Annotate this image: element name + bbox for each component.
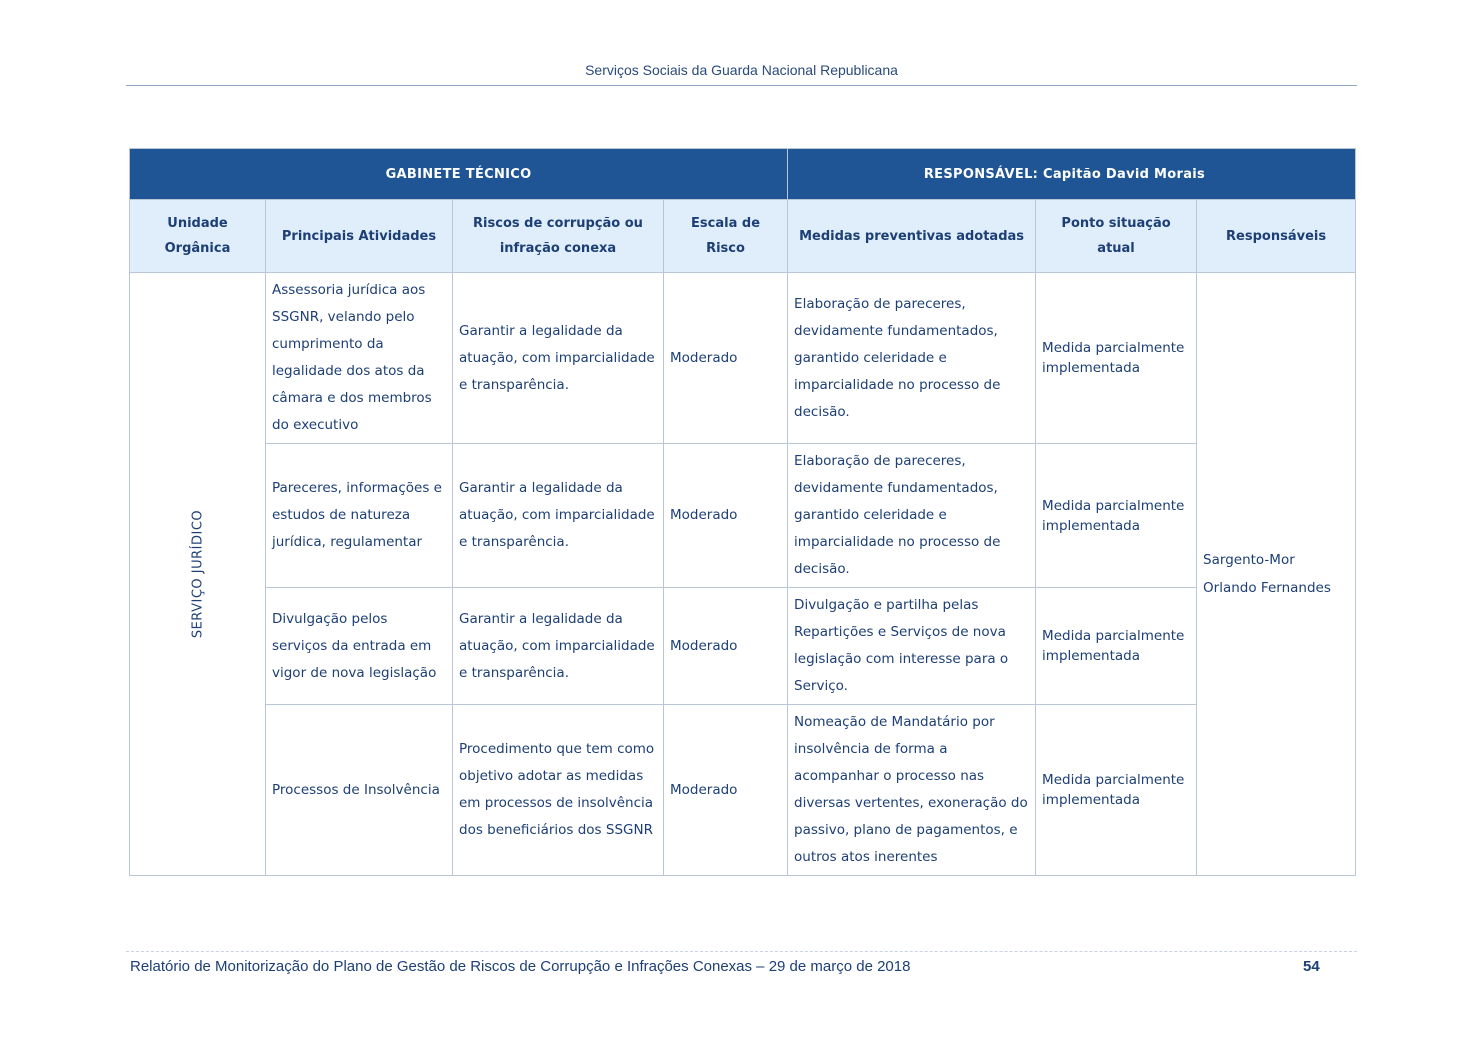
responsible-name: Capitão David Morais <box>1042 166 1206 182</box>
footer-title: Relatório de Monitorização do Plano de Gestão de Riscos de Corrupção e Infrações Conexas – 29 de março de 2018 <box>130 958 911 975</box>
status-cell: Medida parcialmente implementada <box>1036 444 1197 588</box>
col-header-risks: Riscos de corrupção ou infração conexa <box>453 200 664 273</box>
scale-cell: Moderado <box>664 588 788 705</box>
status-cell: Medida parcialmente implementada <box>1036 588 1197 705</box>
col-header-activities: Principais Atividades <box>266 200 453 273</box>
risk-cell: Garantir a legalidade da atuação, com imparcialidade e transparência. <box>453 444 664 588</box>
header-divider <box>126 85 1357 86</box>
activity-cell: Divulgação pelos serviços da entrada em vigor de nova legislação <box>266 588 453 705</box>
section-title: GABINETE TÉCNICO <box>130 149 788 200</box>
scale-cell: Moderado <box>664 444 788 588</box>
unit-cell <box>130 273 266 876</box>
status-cell: Medida parcialmente implementada <box>1036 705 1197 876</box>
responsible-label: RESPONSÁVEL: <box>923 166 1039 182</box>
risk-cell: Procedimento que tem como objetivo adotar as medidas em processos de insolvência dos beneficiários dos SSGNR <box>453 705 664 876</box>
col-header-unit: Unidade Orgânica <box>130 200 266 273</box>
column-header-row <box>130 200 1356 273</box>
scale-cell: Moderado <box>664 705 788 876</box>
risk-cell: Garantir a legalidade da atuação, com imparcialidade e transparência. <box>453 588 664 705</box>
section-responsible <box>788 149 1356 200</box>
footer-divider <box>126 951 1357 952</box>
col-header-scale: Escala de Risco <box>664 200 788 273</box>
section-band <box>130 149 1356 200</box>
page-number: 54 <box>1303 958 1320 975</box>
scale-cell: Moderado <box>664 273 788 444</box>
measures-cell: Divulgação e partilha pelas Repartições e Serviços de nova legislação com interesse para o Serviço. <box>788 588 1036 705</box>
table-row <box>130 705 1356 876</box>
table-row <box>130 444 1356 588</box>
table-row <box>130 273 1356 444</box>
risk-cell: Garantir a legalidade da atuação, com imparcialidade e transparência. <box>453 273 664 444</box>
unit-label: SERVIÇO JURÍDICO <box>190 509 205 639</box>
measures-cell: Elaboração de pareceres, devidamente fundamentados, garantido celeridade e imparcialidade no processo de decisão. <box>788 444 1036 588</box>
activity-cell: Assessoria jurídica aos SSGNR, velando pelo cumprimento da legalidade dos atos da câmara e dos membros do executivo <box>266 273 453 444</box>
activity-cell: Pareceres, informações e estudos de natureza jurídica, regulamentar <box>266 444 453 588</box>
measures-cell: Elaboração de pareceres, devidamente fundamentados, garantido celeridade e imparcialidade no processo de decisão. <box>788 273 1036 444</box>
activity-cell: Processos de Insolvência <box>266 705 453 876</box>
col-header-responsible: Responsáveis <box>1197 200 1356 273</box>
col-header-measures: Medidas preventivas adotadas <box>788 200 1036 273</box>
risk-table <box>129 148 1356 876</box>
page-header-title: Serviços Sociais da Guarda Nacional Republicana <box>585 62 898 78</box>
status-cell: Medida parcialmente implementada <box>1036 273 1197 444</box>
responsible-cell: Sargento-Mor Orlando Fernandes <box>1197 273 1356 876</box>
measures-cell: Nomeação de Mandatário por insolvência de forma a acompanhar o processo nas diversas vertentes, exoneração do passivo, plano de pagamentos, e outros atos inerentes <box>788 705 1036 876</box>
table-row <box>130 588 1356 705</box>
col-header-status: Ponto situação atual <box>1036 200 1197 273</box>
